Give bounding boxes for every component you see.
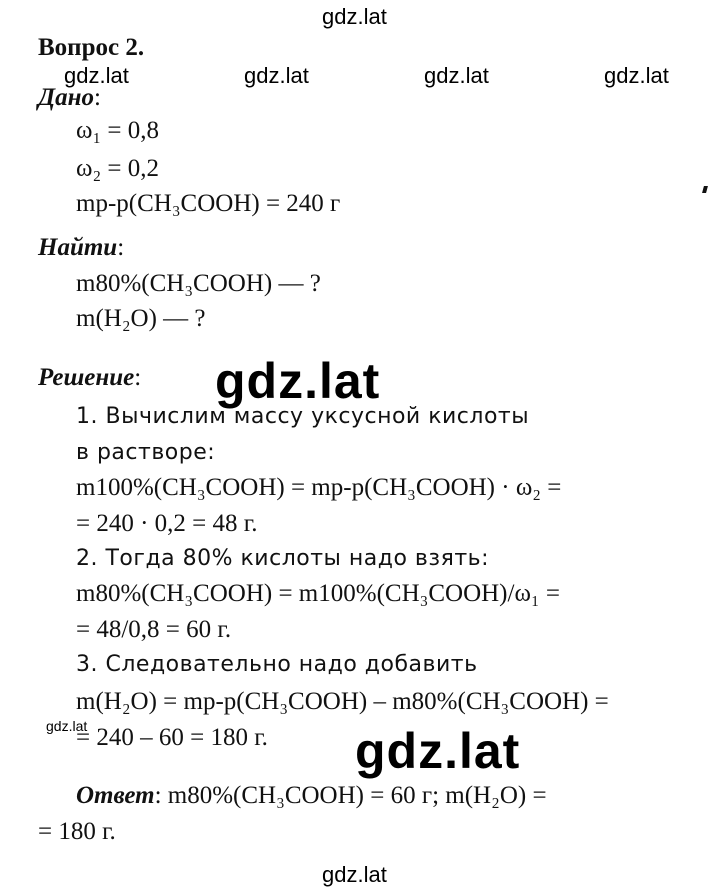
find-item-acid-mass: m80%(CH₃COOH) — ? <box>76 270 321 297</box>
watermark-row-1: gdz.lat <box>64 63 129 88</box>
watermark-small: gdz.lat <box>46 718 88 734</box>
watermark-row-4: gdz.lat <box>604 63 669 88</box>
solution-eq2-line2: = 48/0,8 = 60 г. <box>76 616 232 643</box>
solution-eq3-line2: = 240 – 60 = 180 г. <box>76 724 268 751</box>
watermark-top: gdz.lat <box>322 4 387 29</box>
find-heading <box>38 234 124 262</box>
solution-eq3-line1: m(H₂O) = mр-р(CH₃COOH) – m80%(CH₃COOH) = <box>76 688 609 715</box>
given-heading-label: Дано <box>38 84 94 111</box>
solution-heading-label: Решение <box>38 364 135 391</box>
given-heading-colon: : <box>93 84 101 111</box>
watermark-large-1: gdz.lat <box>215 353 381 409</box>
solution-eq1-line2: = 240 · 0,2 = 48 г. <box>76 510 258 537</box>
solution-step2: 2. Тогда 80% кислоты надо взять: <box>76 546 490 571</box>
answer-text: : m80%(CH₃COOH) = 60 г; m(H₂O) = <box>154 782 547 809</box>
solution-eq1-line1: m100%(CH₃COOH) = mр-р(CH₃COOH) · ω₂ = <box>76 474 562 501</box>
answer-line1 <box>76 782 547 810</box>
find-item-water-mass: m(H₂O) — ? <box>76 305 206 332</box>
answer-line2: = 180 г. <box>38 818 116 845</box>
given-omega1: ω₁ = 0,8 <box>76 117 160 144</box>
solution-eq2-line1: m80%(CH₃COOH) = m100%(CH₃COOH)/ω₁ = <box>76 580 560 607</box>
watermark-large-2: gdz.lat <box>355 723 521 779</box>
answer-heading: Ответ <box>76 782 155 809</box>
find-heading-label: Найти <box>38 234 118 261</box>
given-heading <box>38 84 101 112</box>
solution-step1-line1: 1. Вычислим массу уксусной кислоты <box>76 404 530 429</box>
solution-heading <box>38 364 141 392</box>
watermark-row-3: gdz.lat <box>424 63 489 88</box>
find-heading-colon: : <box>117 234 125 261</box>
solution-step3: 3. Следовательно надо добавить <box>76 652 478 677</box>
watermark-row-2: gdz.lat <box>244 63 309 88</box>
given-solution-mass: mр-р(CH₃COOH) = 240 г <box>76 190 341 217</box>
given-omega2: ω₂ = 0,2 <box>76 155 160 182</box>
question-title: Вопрос 2. <box>38 34 145 61</box>
ink-mark <box>702 186 708 193</box>
solution-step1-line2: в растворе: <box>76 440 216 465</box>
solution-heading-colon: : <box>134 364 142 391</box>
watermark-bottom: gdz.lat <box>322 862 387 887</box>
